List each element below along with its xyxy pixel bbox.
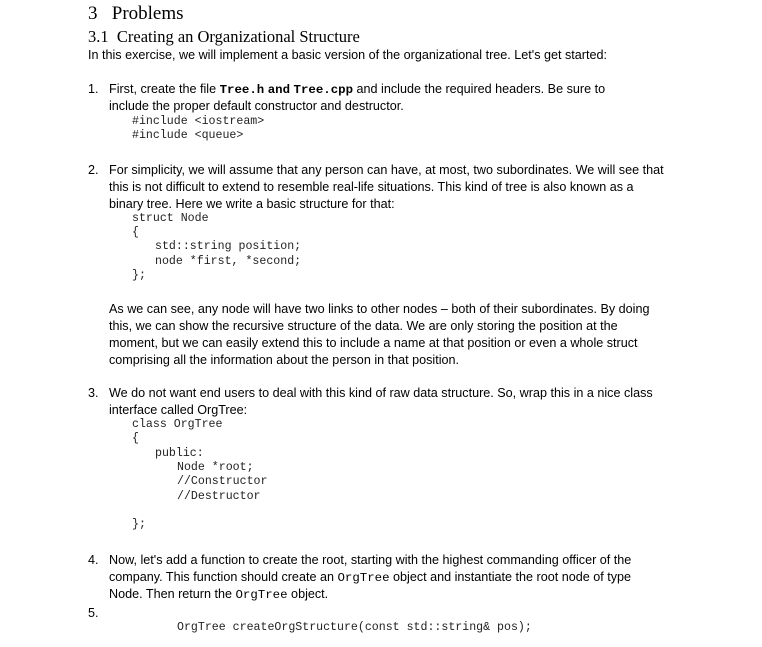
code-line: }; (132, 269, 146, 282)
item-1-line-1 (109, 81, 605, 99)
section-number: 3 (88, 3, 98, 24)
code-line: node *first, *second; (155, 255, 302, 268)
code-line: struct Node (132, 212, 209, 225)
intro-text: In this exercise, we will implement a basic version of the organizational tree. Let's get started: (88, 48, 608, 62)
item-2-paragraph-line: As we can see, any node will have two links to other nodes – both of their subordinates. By doing (109, 302, 650, 316)
code-line: //Destructor (177, 490, 261, 503)
code-line: //Constructor (177, 475, 268, 488)
item-number: 1. (88, 82, 99, 96)
item-4-line-2 (109, 569, 631, 587)
item-number: 2. (88, 163, 99, 177)
item-2-line: this is not difficult to extend to resemble real-life situations. This kind of tree is also known as a (109, 180, 634, 194)
code-line: Node *root; (177, 461, 254, 474)
item-3-line: We do not want end users to deal with this kind of raw data structure. So, wrap this in a nice class (109, 386, 653, 400)
item-number: 3. (88, 386, 99, 400)
code-line: std::string position; (155, 240, 302, 253)
code-line: #include <queue> (132, 129, 244, 142)
code-line: }; (132, 518, 146, 531)
item-2-paragraph-line: this, we can show the recursive structure of the data. We are only storing the position at the (109, 319, 618, 333)
section-heading (88, 3, 184, 25)
item-2-paragraph-line: comprising all the information about the person in that position. (109, 353, 460, 367)
class-name-inline: OrgTree (337, 571, 390, 585)
item-4-text-end: object. (287, 587, 329, 601)
code-line: class OrgTree (132, 418, 223, 431)
item-3-line: interface called OrgTree: (109, 403, 248, 417)
item-4-text-end: object and instantiate the root node of type (389, 570, 632, 584)
item-number: 5. (88, 606, 99, 620)
item-1-text-end: and include the required headers. Be sure to (353, 82, 606, 96)
item-1-text: First, create the file (109, 82, 220, 96)
item-number: 4. (88, 553, 99, 567)
code-line: public: (155, 447, 204, 460)
code-line: { (132, 432, 139, 445)
subsection-heading (88, 27, 360, 47)
item-2-line: binary tree. Here we write a basic structure for that: (109, 197, 395, 211)
file-name-header: Tree.h (219, 83, 265, 97)
code-line: { (132, 226, 139, 239)
class-name-inline: OrgTree (235, 588, 288, 602)
subsection-number: 3.1 (88, 27, 109, 46)
item-4-line-1: Now, let's add a function to create the root, starting with the highest commanding officer of the (109, 553, 632, 567)
section-title: Problems (111, 3, 184, 24)
and-word: and (267, 83, 291, 97)
item-4-text: company. This function should create an (109, 570, 338, 584)
code-line: #include <iostream> (132, 115, 265, 128)
subsection-title: Creating an Organizational Structure (116, 27, 360, 46)
item-2-line: For simplicity, we will assume that any person can have, at most, two subordinates. We will see that (109, 163, 664, 177)
item-1-line-2: include the proper default constructor and destructor. (109, 99, 404, 113)
item-2-paragraph-line: moment, but we can easily extend this to include a name at that position or even a whole struct (109, 336, 638, 350)
code-line: OrgTree createOrgStructure(const std::string& pos); (177, 621, 532, 634)
item-4-line-3 (109, 586, 328, 604)
file-name-source: Tree.cpp (293, 83, 354, 97)
item-4-text: Node. Then return the (109, 587, 236, 601)
